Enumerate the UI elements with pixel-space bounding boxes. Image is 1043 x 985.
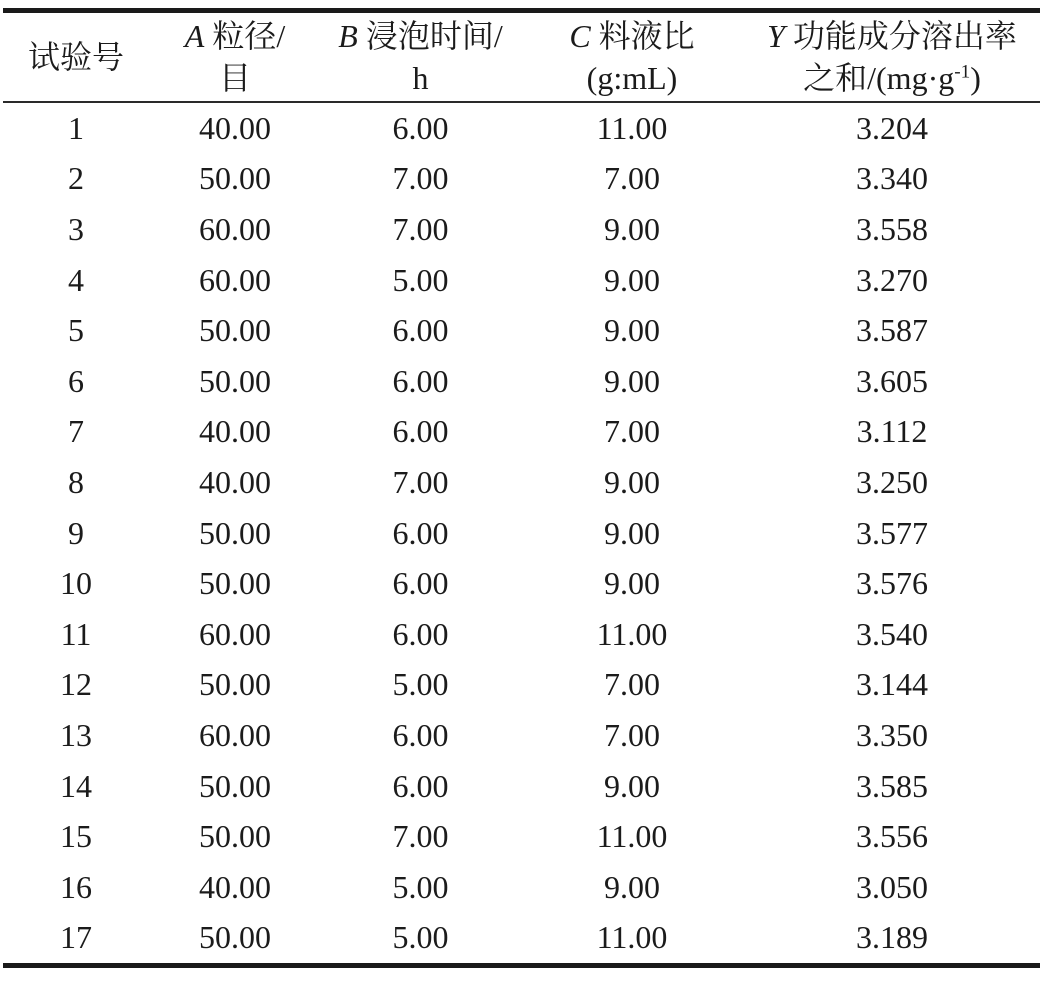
cell-dissolution-sum: 3.556 bbox=[856, 818, 928, 855]
table-row bbox=[3, 407, 1040, 458]
cell-soaking-time: 6.00 bbox=[392, 413, 449, 450]
response-y-label: 功能成分溶出率 bbox=[784, 18, 1017, 54]
cell-solid-liquid-ratio: 11.00 bbox=[596, 818, 668, 855]
col-header-particle-size bbox=[149, 11, 321, 103]
cell-solid-liquid-ratio: 9.00 bbox=[604, 210, 660, 247]
table-row bbox=[3, 356, 1040, 407]
cell-particle-size: 60.00 bbox=[199, 261, 271, 298]
table-row bbox=[3, 710, 1040, 761]
table-row bbox=[3, 862, 1040, 913]
cell-dissolution-sum: 3.577 bbox=[856, 514, 928, 551]
cell-particle-size: 50.00 bbox=[199, 919, 271, 956]
col-header-particle-size-line1 bbox=[149, 15, 321, 57]
cell-trial-number: 3 bbox=[68, 210, 84, 247]
factor-c-label: 料液比 bbox=[590, 18, 695, 54]
cell-dissolution-sum: 3.340 bbox=[856, 160, 928, 197]
cell-particle-size: 60.00 bbox=[199, 210, 271, 247]
header-row bbox=[3, 11, 1040, 103]
col-header-solid-liquid-ratio-line1 bbox=[520, 15, 744, 57]
cell-soaking-time: 6.00 bbox=[392, 615, 449, 652]
cell-trial-number: 11 bbox=[60, 615, 92, 652]
cell-solid-liquid-ratio: 11.00 bbox=[596, 919, 668, 956]
cell-particle-size: 50.00 bbox=[199, 160, 271, 197]
cell-trial-number: 4 bbox=[68, 261, 84, 298]
cell-solid-liquid-ratio: 9.00 bbox=[604, 362, 660, 399]
cell-soaking-time: 5.00 bbox=[392, 868, 449, 905]
table-body bbox=[3, 102, 1040, 966]
cell-solid-liquid-ratio: 9.00 bbox=[604, 514, 660, 551]
cell-trial-number: 14 bbox=[60, 767, 92, 804]
table-header bbox=[3, 11, 1040, 103]
col-header-trial-number bbox=[3, 11, 149, 103]
cell-particle-size: 50.00 bbox=[199, 818, 271, 855]
cell-dissolution-sum: 3.112 bbox=[856, 413, 928, 450]
table-row bbox=[3, 558, 1040, 609]
cell-solid-liquid-ratio: 11.00 bbox=[596, 615, 668, 652]
col-header-particle-size-unit bbox=[149, 57, 321, 99]
factor-c-symbol: C bbox=[569, 18, 591, 54]
response-y-unit-prefix: 之和/(mg·g bbox=[803, 60, 955, 96]
table-row bbox=[3, 913, 1040, 966]
cell-particle-size: 50.00 bbox=[199, 565, 271, 602]
col-header-solid-liquid-ratio bbox=[520, 11, 744, 103]
cell-solid-liquid-ratio: 9.00 bbox=[604, 868, 660, 905]
experiment-design-table bbox=[3, 8, 1040, 968]
cell-soaking-time: 6.00 bbox=[392, 514, 449, 551]
cell-dissolution-sum: 3.587 bbox=[856, 312, 928, 349]
cell-dissolution-sum: 3.144 bbox=[856, 666, 928, 703]
cell-trial-number: 1 bbox=[68, 109, 84, 146]
cell-dissolution-sum: 3.585 bbox=[856, 767, 928, 804]
factor-a-unit: 目 bbox=[218, 60, 251, 96]
cell-trial-number: 16 bbox=[60, 868, 92, 905]
factor-b-unit: h bbox=[412, 60, 429, 96]
table-row bbox=[3, 305, 1040, 356]
table-row bbox=[3, 255, 1040, 306]
cell-solid-liquid-ratio: 9.00 bbox=[604, 767, 660, 804]
cell-solid-liquid-ratio: 9.00 bbox=[604, 261, 660, 298]
cell-soaking-time: 6.00 bbox=[392, 109, 449, 146]
factor-a-symbol: A bbox=[184, 18, 205, 54]
cell-solid-liquid-ratio: 7.00 bbox=[604, 413, 660, 450]
col-header-solid-liquid-ratio-unit bbox=[520, 57, 744, 99]
response-y-unit-suffix: ) bbox=[970, 60, 981, 96]
cell-trial-number: 13 bbox=[60, 716, 92, 753]
factor-b-symbol: B bbox=[338, 18, 358, 54]
cell-dissolution-sum: 3.270 bbox=[856, 261, 928, 298]
cell-trial-number: 12 bbox=[60, 666, 92, 703]
cell-particle-size: 50.00 bbox=[199, 666, 271, 703]
table-row bbox=[3, 154, 1040, 205]
cell-dissolution-sum: 3.605 bbox=[856, 362, 928, 399]
table-row bbox=[3, 761, 1040, 812]
cell-soaking-time: 7.00 bbox=[392, 818, 449, 855]
cell-particle-size: 40.00 bbox=[199, 868, 271, 905]
factor-a-label: 粒径/ bbox=[204, 18, 286, 54]
table-row bbox=[3, 609, 1040, 660]
cell-soaking-time: 6.00 bbox=[392, 767, 449, 804]
cell-trial-number: 5 bbox=[68, 312, 84, 349]
col-header-dissolution-sum-unit bbox=[744, 57, 1040, 99]
cell-solid-liquid-ratio: 7.00 bbox=[604, 666, 660, 703]
cell-dissolution-sum: 3.250 bbox=[856, 463, 928, 500]
table-row bbox=[3, 508, 1040, 559]
cell-particle-size: 40.00 bbox=[199, 109, 271, 146]
cell-trial-number: 17 bbox=[60, 919, 92, 956]
cell-soaking-time: 6.00 bbox=[392, 362, 449, 399]
cell-particle-size: 60.00 bbox=[199, 615, 271, 652]
cell-particle-size: 50.00 bbox=[199, 362, 271, 399]
cell-solid-liquid-ratio: 9.00 bbox=[604, 312, 660, 349]
table-row bbox=[3, 811, 1040, 862]
cell-particle-size: 50.00 bbox=[199, 514, 271, 551]
cell-dissolution-sum: 3.204 bbox=[856, 109, 928, 146]
cell-particle-size: 50.00 bbox=[199, 767, 271, 804]
cell-trial-number: 10 bbox=[60, 565, 92, 602]
cell-dissolution-sum: 3.050 bbox=[856, 868, 928, 905]
cell-solid-liquid-ratio: 9.00 bbox=[604, 463, 660, 500]
factor-b-label: 浸泡时间/ bbox=[357, 18, 503, 54]
table-row bbox=[3, 660, 1040, 711]
cell-dissolution-sum: 3.540 bbox=[856, 615, 928, 652]
cell-soaking-time: 7.00 bbox=[392, 160, 449, 197]
cell-dissolution-sum: 3.350 bbox=[856, 716, 928, 753]
response-y-unit-exponent: -1 bbox=[954, 61, 971, 83]
response-y-symbol: Y bbox=[767, 18, 785, 54]
cell-soaking-time: 6.00 bbox=[392, 716, 449, 753]
cell-trial-number: 6 bbox=[68, 362, 84, 399]
cell-soaking-time: 5.00 bbox=[392, 919, 449, 956]
cell-particle-size: 50.00 bbox=[199, 312, 271, 349]
col-header-dissolution-sum-line1 bbox=[744, 15, 1040, 57]
cell-solid-liquid-ratio: 7.00 bbox=[604, 716, 660, 753]
col-header-soaking-time-line1 bbox=[321, 15, 520, 57]
cell-trial-number: 15 bbox=[60, 818, 92, 855]
table-row bbox=[3, 204, 1040, 255]
cell-trial-number: 8 bbox=[68, 463, 84, 500]
cell-solid-liquid-ratio: 9.00 bbox=[604, 565, 660, 602]
col-header-trial-number-label: 试验号 bbox=[27, 39, 124, 75]
cell-soaking-time: 7.00 bbox=[392, 210, 449, 247]
cell-soaking-time: 6.00 bbox=[392, 312, 449, 349]
cell-soaking-time: 5.00 bbox=[392, 261, 449, 298]
cell-soaking-time: 6.00 bbox=[392, 565, 449, 602]
cell-soaking-time: 5.00 bbox=[392, 666, 449, 703]
cell-solid-liquid-ratio: 7.00 bbox=[604, 160, 660, 197]
cell-particle-size: 40.00 bbox=[199, 463, 271, 500]
cell-particle-size: 40.00 bbox=[199, 413, 271, 450]
cell-trial-number: 7 bbox=[68, 413, 84, 450]
col-header-dissolution-sum bbox=[744, 11, 1040, 103]
cell-dissolution-sum: 3.558 bbox=[856, 210, 928, 247]
cell-solid-liquid-ratio: 11.00 bbox=[596, 109, 668, 146]
cell-dissolution-sum: 3.576 bbox=[856, 565, 928, 602]
cell-trial-number: 2 bbox=[68, 160, 84, 197]
cell-soaking-time: 7.00 bbox=[392, 463, 449, 500]
cell-particle-size: 60.00 bbox=[199, 716, 271, 753]
col-header-soaking-time bbox=[321, 11, 520, 103]
factor-c-unit: (g:mL) bbox=[586, 60, 678, 96]
table-row bbox=[3, 457, 1040, 508]
cell-dissolution-sum: 3.189 bbox=[856, 919, 928, 956]
cell-trial-number: 9 bbox=[68, 514, 84, 551]
table-row bbox=[3, 102, 1040, 154]
col-header-soaking-time-unit bbox=[321, 57, 520, 99]
